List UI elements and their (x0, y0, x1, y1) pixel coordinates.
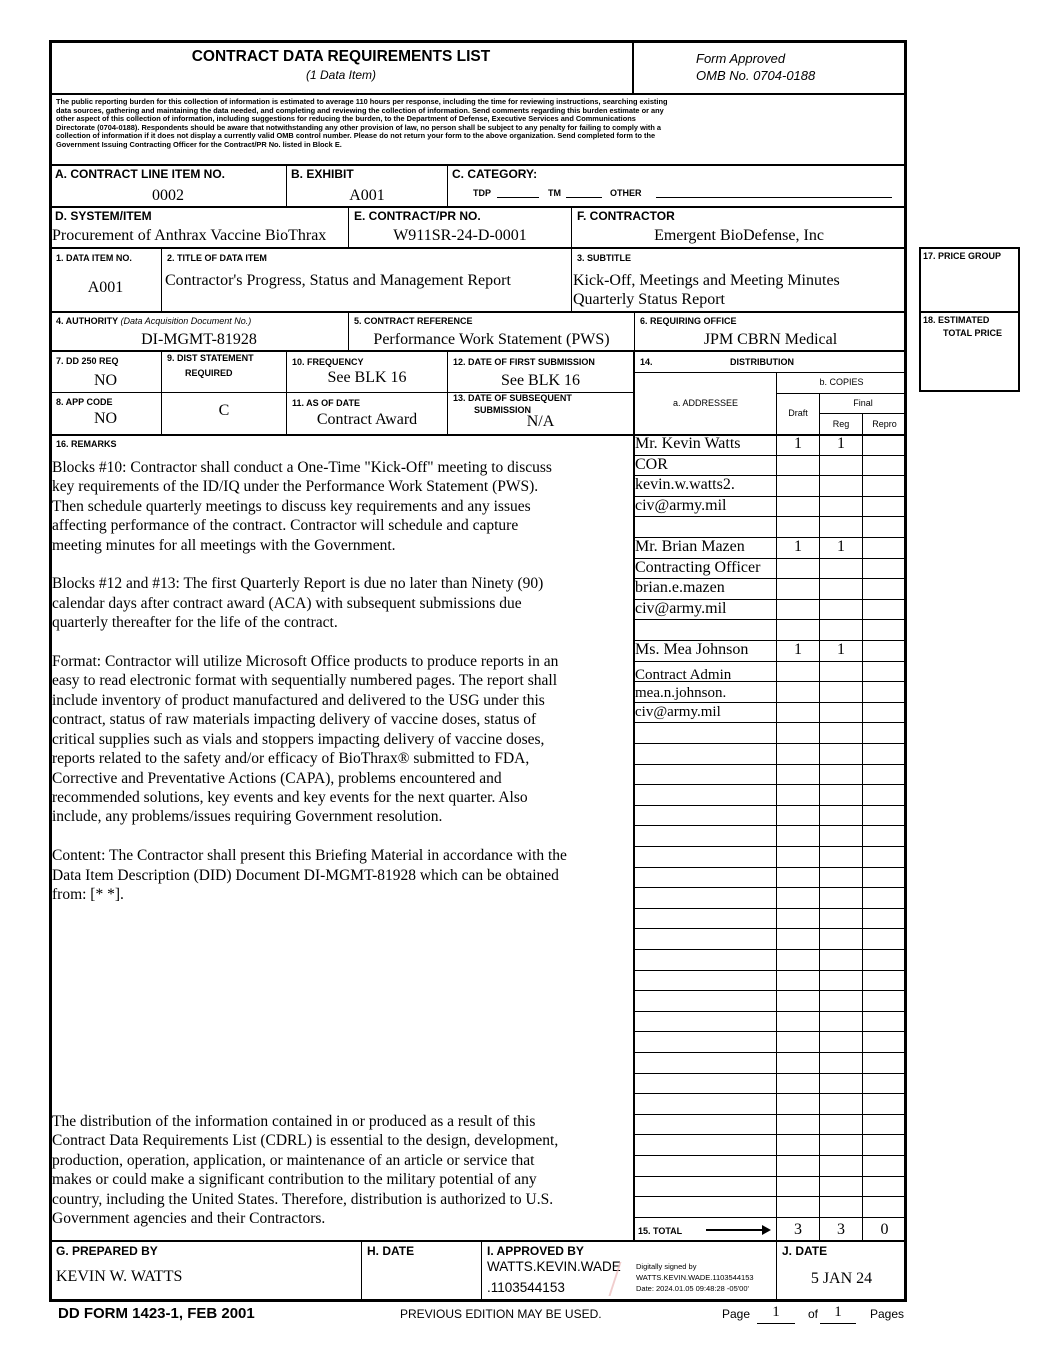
block-8-label: 8. APP CODE (56, 397, 113, 407)
block-2-value[interactable]: Contractor's Progress, Status and Management Report (165, 272, 511, 289)
rule (161, 248, 162, 312)
draft-label: Draft (788, 408, 808, 418)
remarks-footer-line: production, operation, application, or maintenance of an article or service that (52, 1151, 535, 1169)
block-i-label: I. APPROVED BY (487, 1244, 584, 1258)
remarks-line: contract, status of raw materials impacting delivery of vaccine doses, status of (52, 711, 537, 729)
remarks-line: Content: The Contractor shall present this Briefing Material in accordance with the (52, 847, 567, 865)
block-10-value[interactable]: See BLK 16 (327, 369, 407, 386)
remarks-text[interactable] (52, 458, 567, 904)
grid-line (634, 887, 906, 888)
addressee-line[interactable]: Mr. Brian Mazen (635, 538, 745, 555)
remarks-line: meeting minutes for all meetings with the Government. (52, 536, 396, 554)
page-value[interactable]: 1 (772, 1304, 780, 1320)
block-17-label: 17. PRICE GROUP (923, 251, 1002, 261)
rule (50, 247, 906, 249)
block-7-label: 7. DD 250 REQ (56, 356, 119, 366)
block-3-label: 3. SUBTITLE (577, 253, 632, 263)
burden-line: collection of information if it does not display a currently valid OMB control number. Please do not return your form to the above organization. Send completed form to the (56, 132, 656, 141)
block-9-label2: REQUIRED (185, 368, 233, 378)
signer-name-line2[interactable]: .1103544153 (487, 1280, 565, 1295)
addressee-reg-count[interactable]: 1 (837, 538, 845, 555)
remarks-line: reports related to the safety and/or efficacy of BioThrax® submitted to FDA, (52, 750, 530, 768)
block-d-value[interactable]: Procurement of Anthrax Vaccine BioThrax (52, 227, 327, 244)
block-14-title: DISTRIBUTION (730, 357, 794, 367)
remarks-line: Blocks #10: Contractor shall conduct a One-Time "Kick-Off" meeting to discuss (52, 459, 552, 476)
digital-sig-line3: Date: 2024.01.05 09:48:28 -05'00' (636, 1284, 749, 1293)
form-id: DD FORM 1423-1, FEB 2001 (58, 1305, 255, 1322)
rule (50, 164, 906, 166)
page-label: Page (722, 1307, 751, 1321)
remarks-line: Then schedule quarterly meetings to discuss key requirements and any issues (52, 497, 531, 515)
arrow-right-icon (762, 1225, 771, 1235)
grid-line (634, 784, 906, 785)
block-11-label: 11. AS OF DATE (292, 398, 361, 408)
burden-statement (56, 98, 902, 150)
block-14-label: 14. (640, 357, 653, 367)
copies-label: b. COPIES (819, 377, 864, 387)
remarks-line: Data Item Description (DID) Document DI-MGMT-81928 which can be obtained (52, 866, 559, 884)
block-g-label: G. PREPARED BY (56, 1244, 158, 1258)
addressee-label: a. ADDRESSEE (672, 398, 739, 408)
other-line[interactable] (656, 197, 892, 198)
of-line (820, 1323, 856, 1324)
remarks-line: Blocks #12 and #13: The first Quarterly Report is due no later than Ninety (90) (52, 575, 544, 593)
form-subtitle: (1 Data Item) (305, 68, 377, 82)
rule (632, 42, 634, 94)
addressee-line[interactable]: Contracting Officer (635, 559, 761, 576)
addressee-reg-count[interactable]: 1 (837, 641, 845, 658)
grid-line (634, 661, 906, 662)
addressee-line[interactable]: civ@army.mil (635, 704, 721, 720)
block-4-label-italic: (Data Acquisition Document No.) (120, 316, 252, 326)
total-draft[interactable]: 3 (794, 1221, 802, 1238)
rule (50, 311, 906, 313)
burden-line: Government Issuing Contracting Officer for the Contract/PR No. listed in Block E. (56, 140, 342, 149)
tdp-label: TDP (473, 188, 491, 198)
rule (50, 93, 906, 95)
reg-label: Reg (832, 419, 850, 429)
rule (361, 1241, 362, 1300)
addressee-line[interactable]: Contract Admin (635, 667, 732, 683)
grid-line (634, 1031, 906, 1032)
rule (571, 248, 572, 312)
previous-edition: PREVIOUS EDITION MAY BE USED. (400, 1307, 602, 1321)
remarks-footer-line: country, including the United States. Therefore, distribution is authorized to U.S. (52, 1190, 554, 1208)
repro-label: Repro (872, 419, 897, 429)
signer-name-line1[interactable]: WATTS.KEVIN.WADE (487, 1259, 621, 1274)
final-label: Final (853, 398, 873, 408)
block-8-value[interactable]: NO (93, 410, 118, 427)
rule (776, 372, 777, 1241)
remarks-line: easy to read electronic format with sequentially numbered pages. The report shall (52, 672, 558, 690)
pages-label: Pages (870, 1307, 905, 1321)
addressee-draft-count[interactable]: 1 (794, 538, 802, 555)
remarks-line: from: [* *]. (52, 885, 124, 903)
remarks-line: quarterly thereafter for the life of the contract. (52, 614, 338, 632)
addressee-line[interactable]: Mr. Kevin Watts (635, 435, 741, 452)
of-value[interactable]: 1 (834, 1304, 842, 1320)
remarks-line: affecting performance of the contract. Contractor will schedule and capture (52, 517, 519, 535)
burden-line: data sources, gathering and maintaining the data needed, and completing and reviewing the collection of information. Send comments regarding this burden estimate or any (56, 106, 664, 115)
addressee-line[interactable]: COR (635, 456, 668, 473)
addressee-line[interactable]: civ@army.mil (635, 600, 727, 617)
block-4-label (56, 316, 251, 326)
remarks-line: include inventory of product manufactured and delivered to the USG under this (52, 691, 545, 709)
block-a-value[interactable]: 0002 (152, 187, 184, 204)
addressee-line[interactable]: mea.n.johnson. (635, 685, 727, 701)
remarks-line: calendar days after contract award (ACA) with subsequent submissions due (52, 594, 522, 612)
remarks-line: Format: Contractor will utilize Microsoft Office products to produce reports in an (52, 653, 559, 671)
grid-line (634, 990, 906, 991)
addressee-line[interactable]: kevin.w.watts2. (635, 476, 735, 493)
remarks-line: Corrective and Preventative Actions (CAPA), problems encountered and (52, 769, 502, 787)
block-f-label: F. CONTRACTOR (577, 209, 675, 223)
addressee-line[interactable]: Ms. Mea Johnson (635, 641, 749, 658)
rule (50, 350, 906, 352)
remarks-footer-line: Government agencies and their Contractors. (52, 1210, 326, 1228)
grid-line (634, 1114, 906, 1115)
remarks-line: critical supplies such as vials and stoppers impacting delivery of vaccine doses, (52, 730, 545, 748)
block-3-line2[interactable]: Quarterly Status Report (573, 291, 725, 308)
grid-line (634, 825, 906, 826)
total-repro[interactable]: 0 (880, 1221, 889, 1238)
grid-line (634, 1155, 906, 1156)
remarks-footer-line: makes or could make a significant contribution to the military potential of any (52, 1171, 537, 1189)
of-label: of (808, 1307, 819, 1321)
block-d-clip (51, 225, 348, 247)
grid-line (634, 805, 906, 806)
block-h-label: H. DATE (367, 1244, 415, 1258)
block-1-value[interactable]: A001 (87, 279, 124, 296)
block-16-label: 16. REMARKS (56, 439, 117, 449)
block-e-value[interactable]: W911SR-24-D-0001 (393, 227, 527, 244)
grid-line (634, 1176, 906, 1177)
remarks-line (52, 827, 567, 846)
grid-line (634, 908, 906, 909)
form-approved: Form Approved (696, 51, 786, 66)
digital-sig-line1: Digitally signed by (636, 1262, 697, 1271)
grid-line (634, 764, 906, 765)
rule (50, 206, 906, 208)
burden-line: Directorate (0704-0188). Respondents should be aware that notwithstanding any other provision of law, no person shall be subject to any penalty for failing to comply with a (56, 123, 662, 132)
grid-line (634, 1073, 906, 1074)
omb-number: OMB No. 0704-0188 (696, 68, 816, 83)
block-6-label: 6. REQUIRING OFFICE (640, 316, 737, 326)
rule (481, 1241, 482, 1300)
block-f-value[interactable]: Emergent BioDefense, Inc (654, 227, 824, 244)
tm-line[interactable] (566, 197, 602, 198)
block-6-value[interactable]: JPM CBRN Medical (703, 331, 838, 348)
digital-sig-line2: WATTS.KEVIN.WADE.1103544153 (636, 1273, 754, 1282)
tm-label: TM (548, 188, 561, 198)
grid-line (634, 743, 906, 744)
block-5-label: 5. CONTRACT REFERENCE (354, 316, 473, 326)
rule (634, 372, 906, 373)
burden-line: The public reporting burden for this collection of information is estimated to average 110 hours per response, including the time for reviewing instructions, searching existing (56, 98, 668, 106)
block-a-label: A. CONTRACT LINE ITEM NO. (55, 167, 225, 181)
grid-line (634, 455, 906, 456)
rule (447, 165, 448, 207)
total-arrow-shaft (706, 1229, 764, 1231)
grid-line (634, 1011, 906, 1012)
addressee-line[interactable]: brian.e.mazen (635, 579, 725, 596)
burden-line: other aspect of this collection of information, including suggestions for reducing the burden, to the Department of Defense, Executive Services and Communications (56, 115, 636, 124)
block-b-label: B. EXHIBIT (291, 167, 354, 181)
block-3-line1[interactable]: Kick-Off, Meetings and Meeting Minutes (573, 272, 840, 289)
block-5-value[interactable]: Performance Work Statement (PWS) (373, 331, 610, 348)
total-reg[interactable]: 3 (837, 1221, 845, 1238)
remarks-footer-line: Contract Data Requirements List (CDRL) is essential to the design, development, (52, 1132, 559, 1150)
rule (776, 393, 906, 394)
form-title: CONTRACT DATA REQUIREMENTS LIST (191, 48, 491, 65)
block-13-label2: SUBMISSION (474, 405, 532, 415)
block-9-label1: 9. DIST STATEMENT (167, 353, 254, 363)
grid-line (634, 949, 906, 950)
other-label: OTHER (610, 188, 642, 198)
block-2-label: 2. TITLE OF DATA ITEM (167, 253, 267, 263)
addressee-reg-count[interactable]: 1 (837, 435, 845, 452)
grid-line (634, 1196, 906, 1197)
remarks-footer-text[interactable] (52, 1112, 558, 1228)
addressee-line[interactable]: civ@army.mil (635, 497, 727, 514)
rule (161, 351, 162, 435)
block-12-value[interactable]: See BLK 16 (500, 372, 581, 389)
remarks-footer-line: The distribution of the information contained in or produced as a result of this (52, 1113, 536, 1130)
remarks-line (52, 555, 567, 574)
grid-line (634, 1217, 906, 1218)
block-10-label: 10. FREQUENCY (292, 357, 364, 367)
addressee-draft-count[interactable]: 1 (794, 641, 802, 658)
block-j-value[interactable]: 5 JAN 24 (810, 1270, 873, 1287)
remarks-line: include, any problems/issues requiring Government resolution. (52, 808, 443, 826)
rule (50, 1240, 906, 1242)
block-1-label: 1. DATA ITEM NO. (56, 253, 132, 263)
grid-line (634, 970, 906, 971)
block-7-value[interactable]: NO (93, 372, 118, 389)
grid-line (634, 846, 906, 847)
addressee-draft-count[interactable]: 1 (794, 435, 802, 452)
block-c-label: C. CATEGORY: (452, 167, 538, 181)
remarks-line: key requirements of the ID/IQ under the Performance Work Statement (PWS). (52, 478, 539, 496)
block-4-label-main: 4. AUTHORITY (56, 316, 119, 326)
block-18-label1: 18. ESTIMATED (923, 315, 990, 325)
grid-line (634, 1093, 906, 1094)
block-b-value[interactable]: A001 (349, 187, 385, 204)
tdp-line[interactable] (497, 197, 539, 198)
grid-line (634, 1134, 906, 1135)
block-13-label1: 13. DATE OF SUBSEQUENT (453, 393, 572, 403)
remarks-line (52, 633, 567, 652)
block-12-label: 12. DATE OF FIRST SUBMISSION (453, 357, 595, 367)
block-4-value[interactable]: DI-MGMT-81928 (141, 331, 257, 348)
block-d-label: D. SYSTEM/ITEM (55, 209, 152, 223)
block-9-value[interactable]: C (218, 402, 230, 419)
block-15-label: 15. TOTAL (638, 1226, 683, 1236)
grid-line (634, 928, 906, 929)
block-j-label: J. DATE (782, 1244, 828, 1258)
block-g-value[interactable]: KEVIN W. WATTS (56, 1268, 183, 1285)
remarks-line: recommended solutions, key events and key events for the next quarter. Also (52, 788, 528, 806)
rule (920, 311, 1019, 313)
grid-line (634, 867, 906, 868)
block-11-value[interactable]: Contract Award (316, 411, 418, 428)
grid-line (634, 1052, 906, 1053)
page-line (757, 1323, 795, 1324)
block-13-value[interactable]: N/A (526, 413, 555, 430)
block-18-label2: TOTAL PRICE (943, 328, 1003, 338)
block-e-label: E. CONTRACT/PR NO. (354, 209, 481, 223)
